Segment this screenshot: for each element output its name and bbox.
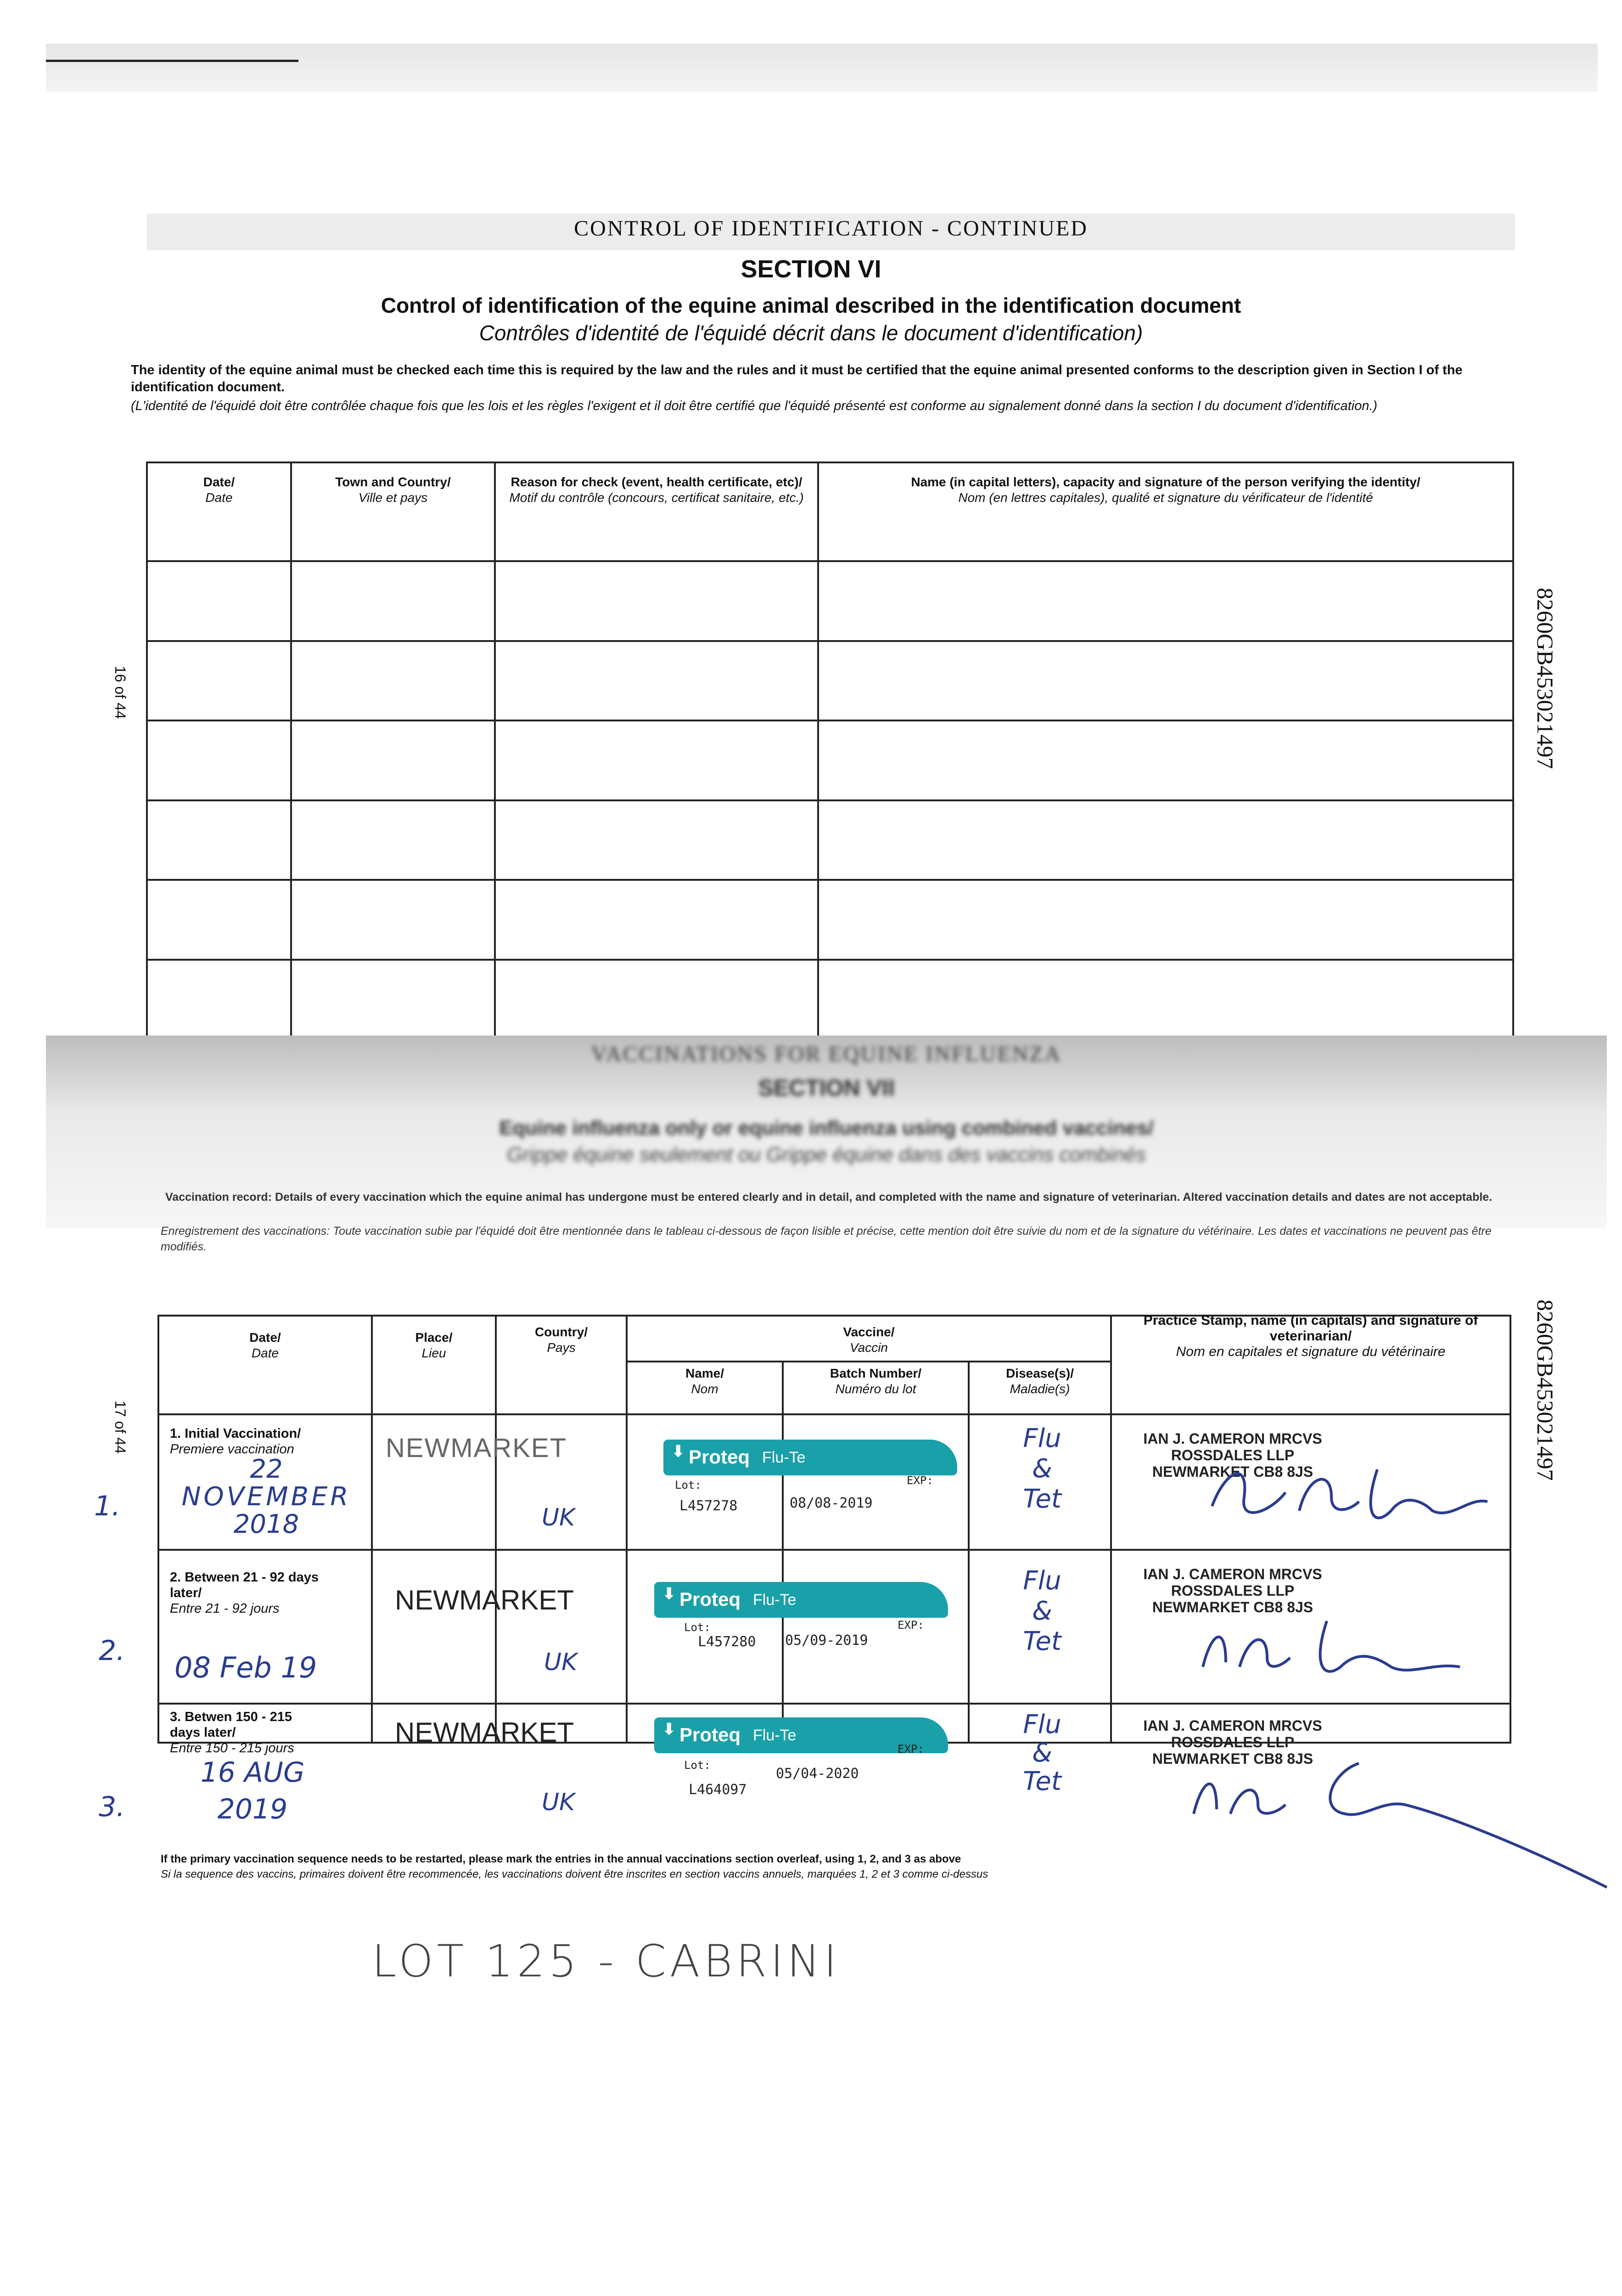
col-header-country: Country/ Pays [534, 1325, 588, 1355]
row1-disease: Flu & Tet [1023, 1424, 1061, 1514]
row1-date: 22 NOVEMBER 2018 [181, 1454, 351, 1539]
section7-instruction-en: Vaccination record: Details of every vaccination which the equine animal has undergone must be entered clearly and in detail, and completed with the name and signature of veterinarian. Altered vaccination details and dates are not acceptable. [165, 1191, 1493, 1204]
label-icon: ⬇ [672, 1443, 685, 1460]
section6-title: SECTION VI [741, 255, 881, 283]
row3-date: 16 AUG 2019 [200, 1756, 305, 1825]
col-header-batch: Batch Number/ Numéro du lot [830, 1366, 922, 1396]
section7-title-en: Equine influenza only or equine influenza using combined vaccines/ [499, 1117, 1154, 1139]
col-header-place: Place/ Lieu [415, 1330, 453, 1360]
row2-date: 08 Feb 19 [174, 1651, 317, 1684]
row3-margin-number: 3. [99, 1791, 125, 1823]
row1-label: 1. Initial Vaccination/ Premiere vaccination [170, 1426, 301, 1457]
label-icon: ⬇ [662, 1585, 676, 1603]
footnote-fr: Si la sequence des vaccins, primaires doivent être recommencée, les vaccinations doivent être inscrites en section vaccins annuels, marquées 1, 2 et 3 comme ci-dessus [161, 1868, 988, 1880]
row3-lot: L464097 [689, 1782, 747, 1798]
row2-margin-number: 2. [99, 1635, 125, 1667]
section6-instruction-fr: (L'identité de l'équidé doit être contrôlée chaque fois que les lois et les règles l'exigent et il doit être certifié que l'équidé présenté est conforme au signalement donné dans la section I du document d'identification.) [131, 399, 1378, 413]
section6-header: CONTROL OF IDENTIFICATION - CONTINUED [574, 216, 1088, 241]
row3-exp: 05/04-2020 [776, 1766, 859, 1782]
col-header-disease: Disease(s)/ Maladie(s) [1006, 1366, 1074, 1396]
row3-country: UK [542, 1789, 575, 1816]
col-header-stamp: Practice Stamp, name (in capitals) and signature of veterinarian/ Nom en capitales et signature du vétérinaire [1143, 1313, 1478, 1359]
section7-title: SECTION VII [758, 1075, 895, 1101]
row2-country: UK [544, 1649, 578, 1676]
row2-lot-label: Lot: [684, 1621, 711, 1634]
section7-title-fr: Grippe équine seulement ou Grippe équine dans des vaccins combinés [507, 1143, 1146, 1166]
row1-lot-label: Lot: [675, 1479, 702, 1491]
col-header-reason: Reason for check (event, health certificate, etc)/ Motif du contrôle (concours, certificat sanitaire, etc.) [495, 462, 818, 561]
page-number-17: 17 of 44 [112, 1401, 129, 1454]
section6-title-fr: Contrôles d'identité de l'équidé décrit dans le document d'identification) [479, 321, 1143, 345]
row2-place: NEWMARKET [395, 1585, 574, 1615]
row1-place: NEWMARKET [386, 1433, 567, 1463]
col-header-vac-date: Date/ Date [249, 1330, 281, 1360]
footnote-en: If the primary vaccination sequence needs to be restarted, please mark the entries in the annual vaccinations section overleaf, using 1, 2, and 3 as above [161, 1853, 961, 1865]
row3-vet-stamp: IAN J. CAMERON MRCVS ROSSDALES LLP NEWMARKET CB8 8JS [1143, 1717, 1322, 1767]
col-header-verifier: Name (in capital letters), capacity and signature of the person verifying the identity/ Nom (en lettres capitales), qualité et signature du vérificateur de l'identité [818, 462, 1513, 561]
row2-exp-label: EXP: [898, 1619, 924, 1632]
row1-country: UK [542, 1504, 575, 1531]
col-header-vaccine: Vaccine/ Vaccin [843, 1325, 895, 1355]
row3-exp-label: EXP: [898, 1743, 924, 1756]
handwritten-lot-note: LOT 125 - CABRINI [372, 1936, 841, 1987]
row2-label: 2. Between 21 - 92 days later/ Entre 21 - 92 jours [170, 1570, 319, 1616]
row2-lot: L457280 [698, 1634, 756, 1650]
col-header-vac-name: Name/ Nom [685, 1366, 724, 1396]
section7-header: VACCINATIONS FOR EQUINE INFLUENZA [591, 1042, 1062, 1066]
section6-instruction-en: The identity of the equine animal must be checked each time this is required by the law and the rules and it must be certified that the equine animal presented conforms to the description given in Section I of the identification document. [131, 363, 1463, 394]
row2-vaccine-label: ⬇ Proteq Flu-Te [654, 1582, 948, 1618]
row3-signature [1166, 1736, 1621, 1910]
row2-exp: 05/09-2019 [785, 1632, 868, 1649]
label-icon: ⬇ [662, 1721, 676, 1738]
side-id-top: 8260GB453021497 [1532, 588, 1558, 769]
row2-disease: Flu & Tet [1023, 1566, 1061, 1656]
row2-vet-stamp: IAN J. CAMERON MRCVS ROSSDALES LLP NEWMARKET CB8 8JS [1143, 1566, 1322, 1615]
row1-exp: 08/08-2019 [790, 1495, 873, 1511]
col-header-date: Date/ Date [147, 462, 291, 561]
row3-lot-label: Lot: [684, 1759, 711, 1772]
row1-margin-number: 1. [94, 1490, 121, 1522]
row2-signature [1175, 1593, 1497, 1699]
row1-vaccine-label: ⬇ Proteq Flu-Te [663, 1440, 957, 1475]
row3-vaccine-label: ⬇ Proteq Flu-Te [654, 1717, 948, 1753]
row1-signature [1194, 1442, 1515, 1548]
page-number-16: 16 of 44 [112, 666, 129, 719]
row3-label: 3. Betwen 150 - 215 days later/ Entre 150 - 215 jours [170, 1710, 294, 1756]
col-header-town: Town and Country/ Ville et pays [291, 462, 495, 561]
row1-lot: L457278 [679, 1498, 738, 1514]
row3-place: NEWMARKET [395, 1717, 574, 1748]
row3-disease: Flu & Tet [1023, 1710, 1061, 1796]
section6-title-en: Control of identification of the equine animal described in the identification document [381, 293, 1241, 317]
section7-instruction-fr: Enregistrement des vaccinations: Toute vaccination subie par l'équidé doit être mentionnée dans le tableau ci-dessous de façon lisible et précise, cette mention doit être suivie du nom et de la signature du vétérinaire. Les dates et vaccinations ne peuvent pas être modifiés. [161, 1225, 1492, 1253]
side-id-bottom: 8260GB453021497 [1532, 1300, 1558, 1481]
row1-vet-stamp: IAN J. CAMERON MRCVS ROSSDALES LLP NEWMARKET CB8 8JS [1143, 1430, 1322, 1480]
row1-exp-label: EXP: [907, 1474, 933, 1487]
